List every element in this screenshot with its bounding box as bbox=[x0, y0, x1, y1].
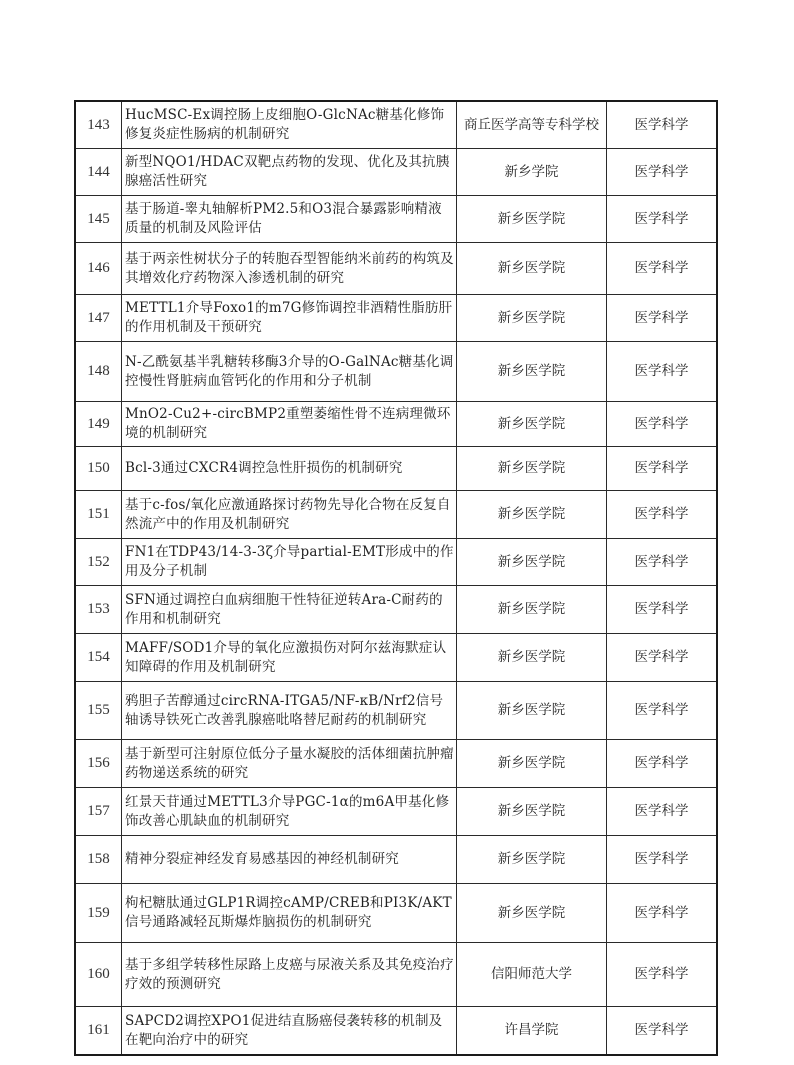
institution-name: 新乡医学院 bbox=[457, 243, 607, 294]
row-number: 159 bbox=[76, 884, 122, 942]
project-title: SFN通过调控白血病细胞干性特征逆转Ara-C耐药的作用和机制研究 bbox=[122, 586, 457, 633]
row-number: 154 bbox=[76, 634, 122, 681]
discipline-field: 医学科学 bbox=[634, 363, 689, 379]
discipline-field: 医学科学 bbox=[634, 702, 689, 718]
row-number: 143 bbox=[76, 102, 122, 148]
discipline-field: 医学科学 bbox=[634, 904, 689, 921]
project-title: 基于新型可注射原位低分子量水凝胶的活体细菌抗肿瘤药物递送系统的研究 bbox=[122, 740, 457, 787]
project-title: SAPCD2调控XPO1促进结直肠癌侵袭转移的机制及在靶向治疗中的研究 bbox=[122, 1007, 457, 1054]
table-row bbox=[76, 295, 716, 342]
table-row bbox=[76, 196, 716, 243]
project-title: N-乙酰氨基半乳糖转移酶3介导的O-GalNAc糖基化调控慢性肾脏病血管钙化的作用和分子机制 bbox=[122, 342, 457, 401]
project-title: Bcl-3通过CXCR4调控急性肝损伤的机制研究 bbox=[122, 447, 457, 490]
institution-name: 商丘医学高等专科学校 bbox=[457, 102, 607, 148]
discipline-field: 医学科学 bbox=[634, 601, 689, 617]
project-title: 精神分裂症神经发育易感基因的神经机制研究 bbox=[122, 836, 457, 883]
table-row bbox=[76, 102, 716, 149]
institution-name: 信阳师范大学 bbox=[457, 943, 607, 1006]
discipline-field: 医学科学 bbox=[634, 415, 689, 432]
table-row bbox=[76, 586, 716, 634]
table-row bbox=[76, 342, 716, 402]
project-title: 基于多组学转移性尿路上皮癌与尿液关系及其免疫治疗疗效的预测研究 bbox=[122, 943, 457, 1006]
table-row bbox=[76, 539, 716, 586]
row-number: 146 bbox=[76, 243, 122, 294]
project-title: 新型NQO1/HDAC双靶点药物的发现、优化及其抗胰腺癌活性研究 bbox=[122, 149, 457, 195]
discipline-field: 医学科学 bbox=[634, 553, 689, 570]
discipline-field: 医学科学 bbox=[634, 755, 689, 771]
row-number: 147 bbox=[76, 295, 122, 341]
discipline-field: 医学科学 bbox=[634, 1022, 689, 1038]
discipline-field: 医学科学 bbox=[634, 649, 689, 665]
project-title: 基于两亲性树状分子的转胞吞型智能纳米前药的构筑及其增效化疗药物深入渗透机制的研究 bbox=[122, 243, 457, 294]
table-row bbox=[76, 788, 716, 836]
institution-name: 新乡医学院 bbox=[457, 539, 607, 585]
table-row bbox=[76, 491, 716, 539]
row-number: 158 bbox=[76, 836, 122, 883]
institution-name: 新乡医学院 bbox=[457, 682, 607, 739]
table-row bbox=[76, 836, 716, 884]
project-title: 枸杞糖肽通过GLP1R调控cAMP/CREB和PI3K/AKT信号通路减轻瓦斯爆炸脑损伤的机制研究 bbox=[122, 884, 457, 942]
institution-name: 新乡医学院 bbox=[457, 586, 607, 633]
project-title: 红景天苷通过METTL3介导PGC-1α的m6A甲基化修饰改善心肌缺血的机制研究 bbox=[122, 788, 457, 835]
project-title: MnO2-Cu2+-circBMP2重塑萎缩性骨不连病理微环境的机制研究 bbox=[122, 402, 457, 446]
table-row bbox=[76, 402, 716, 447]
table-row bbox=[76, 682, 716, 740]
project-title: FN1在TDP43/14-3-3ζ介导partial-EMT形成中的作用及分子机制 bbox=[122, 539, 457, 585]
project-title: 基于c-fos/氧化应激通路探讨药物先导化合物在反复自然流产中的作用及机制研究 bbox=[122, 491, 457, 538]
institution-name: 新乡医学院 bbox=[457, 491, 607, 538]
table-row bbox=[76, 740, 716, 788]
institution-name: 新乡医学院 bbox=[457, 295, 607, 341]
institution-name: 新乡医学院 bbox=[457, 836, 607, 883]
row-number: 160 bbox=[76, 943, 122, 1006]
institution-name: 新乡医学院 bbox=[457, 740, 607, 787]
row-number: 151 bbox=[76, 491, 122, 538]
table-row bbox=[76, 243, 716, 295]
institution-name: 新乡医学院 bbox=[457, 884, 607, 942]
row-number: 157 bbox=[76, 788, 122, 835]
row-number: 161 bbox=[76, 1007, 122, 1054]
project-table bbox=[74, 100, 718, 1056]
institution-name: 新乡医学院 bbox=[457, 342, 607, 401]
institution-name: 新乡医学院 bbox=[457, 788, 607, 835]
row-number: 145 bbox=[76, 196, 122, 242]
row-number: 149 bbox=[76, 402, 122, 446]
discipline-field: 医学科学 bbox=[634, 966, 689, 982]
discipline-field: 医学科学 bbox=[634, 803, 689, 819]
discipline-field: 医学科学 bbox=[634, 260, 689, 276]
project-title: 鸦胆子苦醇通过circRNA-ITGA5/NF-κB/Nrf2信号轴诱导铁死亡改善乳腺癌吡咯替尼耐药的机制研究 bbox=[122, 682, 457, 739]
discipline-field: 医学科学 bbox=[634, 116, 689, 133]
table-row bbox=[76, 447, 716, 491]
table-row bbox=[76, 1007, 716, 1054]
project-title: HucMSC-Ex调控肠上皮细胞O-GlcNAc糖基化修饰修复炎症性肠病的机制研究 bbox=[122, 102, 457, 148]
institution-name: 许昌学院 bbox=[457, 1007, 607, 1054]
row-number: 150 bbox=[76, 447, 122, 490]
table-row bbox=[76, 634, 716, 682]
row-number: 153 bbox=[76, 586, 122, 633]
project-title: METTL1介导Foxo1的m7G修饰调控非酒精性脂肪肝的作用机制及干预研究 bbox=[122, 295, 457, 341]
discipline-field: 医学科学 bbox=[634, 309, 689, 326]
row-number: 144 bbox=[76, 149, 122, 195]
project-title: MAFF/SOD1介导的氧化应激损伤对阿尔兹海默症认知障碍的作用及机制研究 bbox=[122, 634, 457, 681]
discipline-field: 医学科学 bbox=[634, 210, 689, 227]
discipline-field: 医学科学 bbox=[634, 506, 689, 522]
row-number: 156 bbox=[76, 740, 122, 787]
institution-name: 新乡医学院 bbox=[457, 196, 607, 242]
discipline-field: 医学科学 bbox=[634, 851, 689, 867]
row-number: 155 bbox=[76, 682, 122, 739]
table-row bbox=[76, 943, 716, 1007]
table-row bbox=[76, 884, 716, 943]
project-title: 基于肠道-睾丸轴解析PM2.5和O3混合暴露影响精液质量的机制及风险评估 bbox=[122, 196, 457, 242]
discipline-field: 医学科学 bbox=[634, 163, 689, 180]
institution-name: 新乡医学院 bbox=[457, 634, 607, 681]
row-number: 148 bbox=[76, 342, 122, 401]
row-number: 152 bbox=[76, 539, 122, 585]
institution-name: 新乡学院 bbox=[457, 149, 607, 195]
table-row bbox=[76, 149, 716, 196]
institution-name: 新乡医学院 bbox=[457, 402, 607, 446]
discipline-field: 医学科学 bbox=[634, 460, 689, 476]
institution-name: 新乡医学院 bbox=[457, 447, 607, 490]
